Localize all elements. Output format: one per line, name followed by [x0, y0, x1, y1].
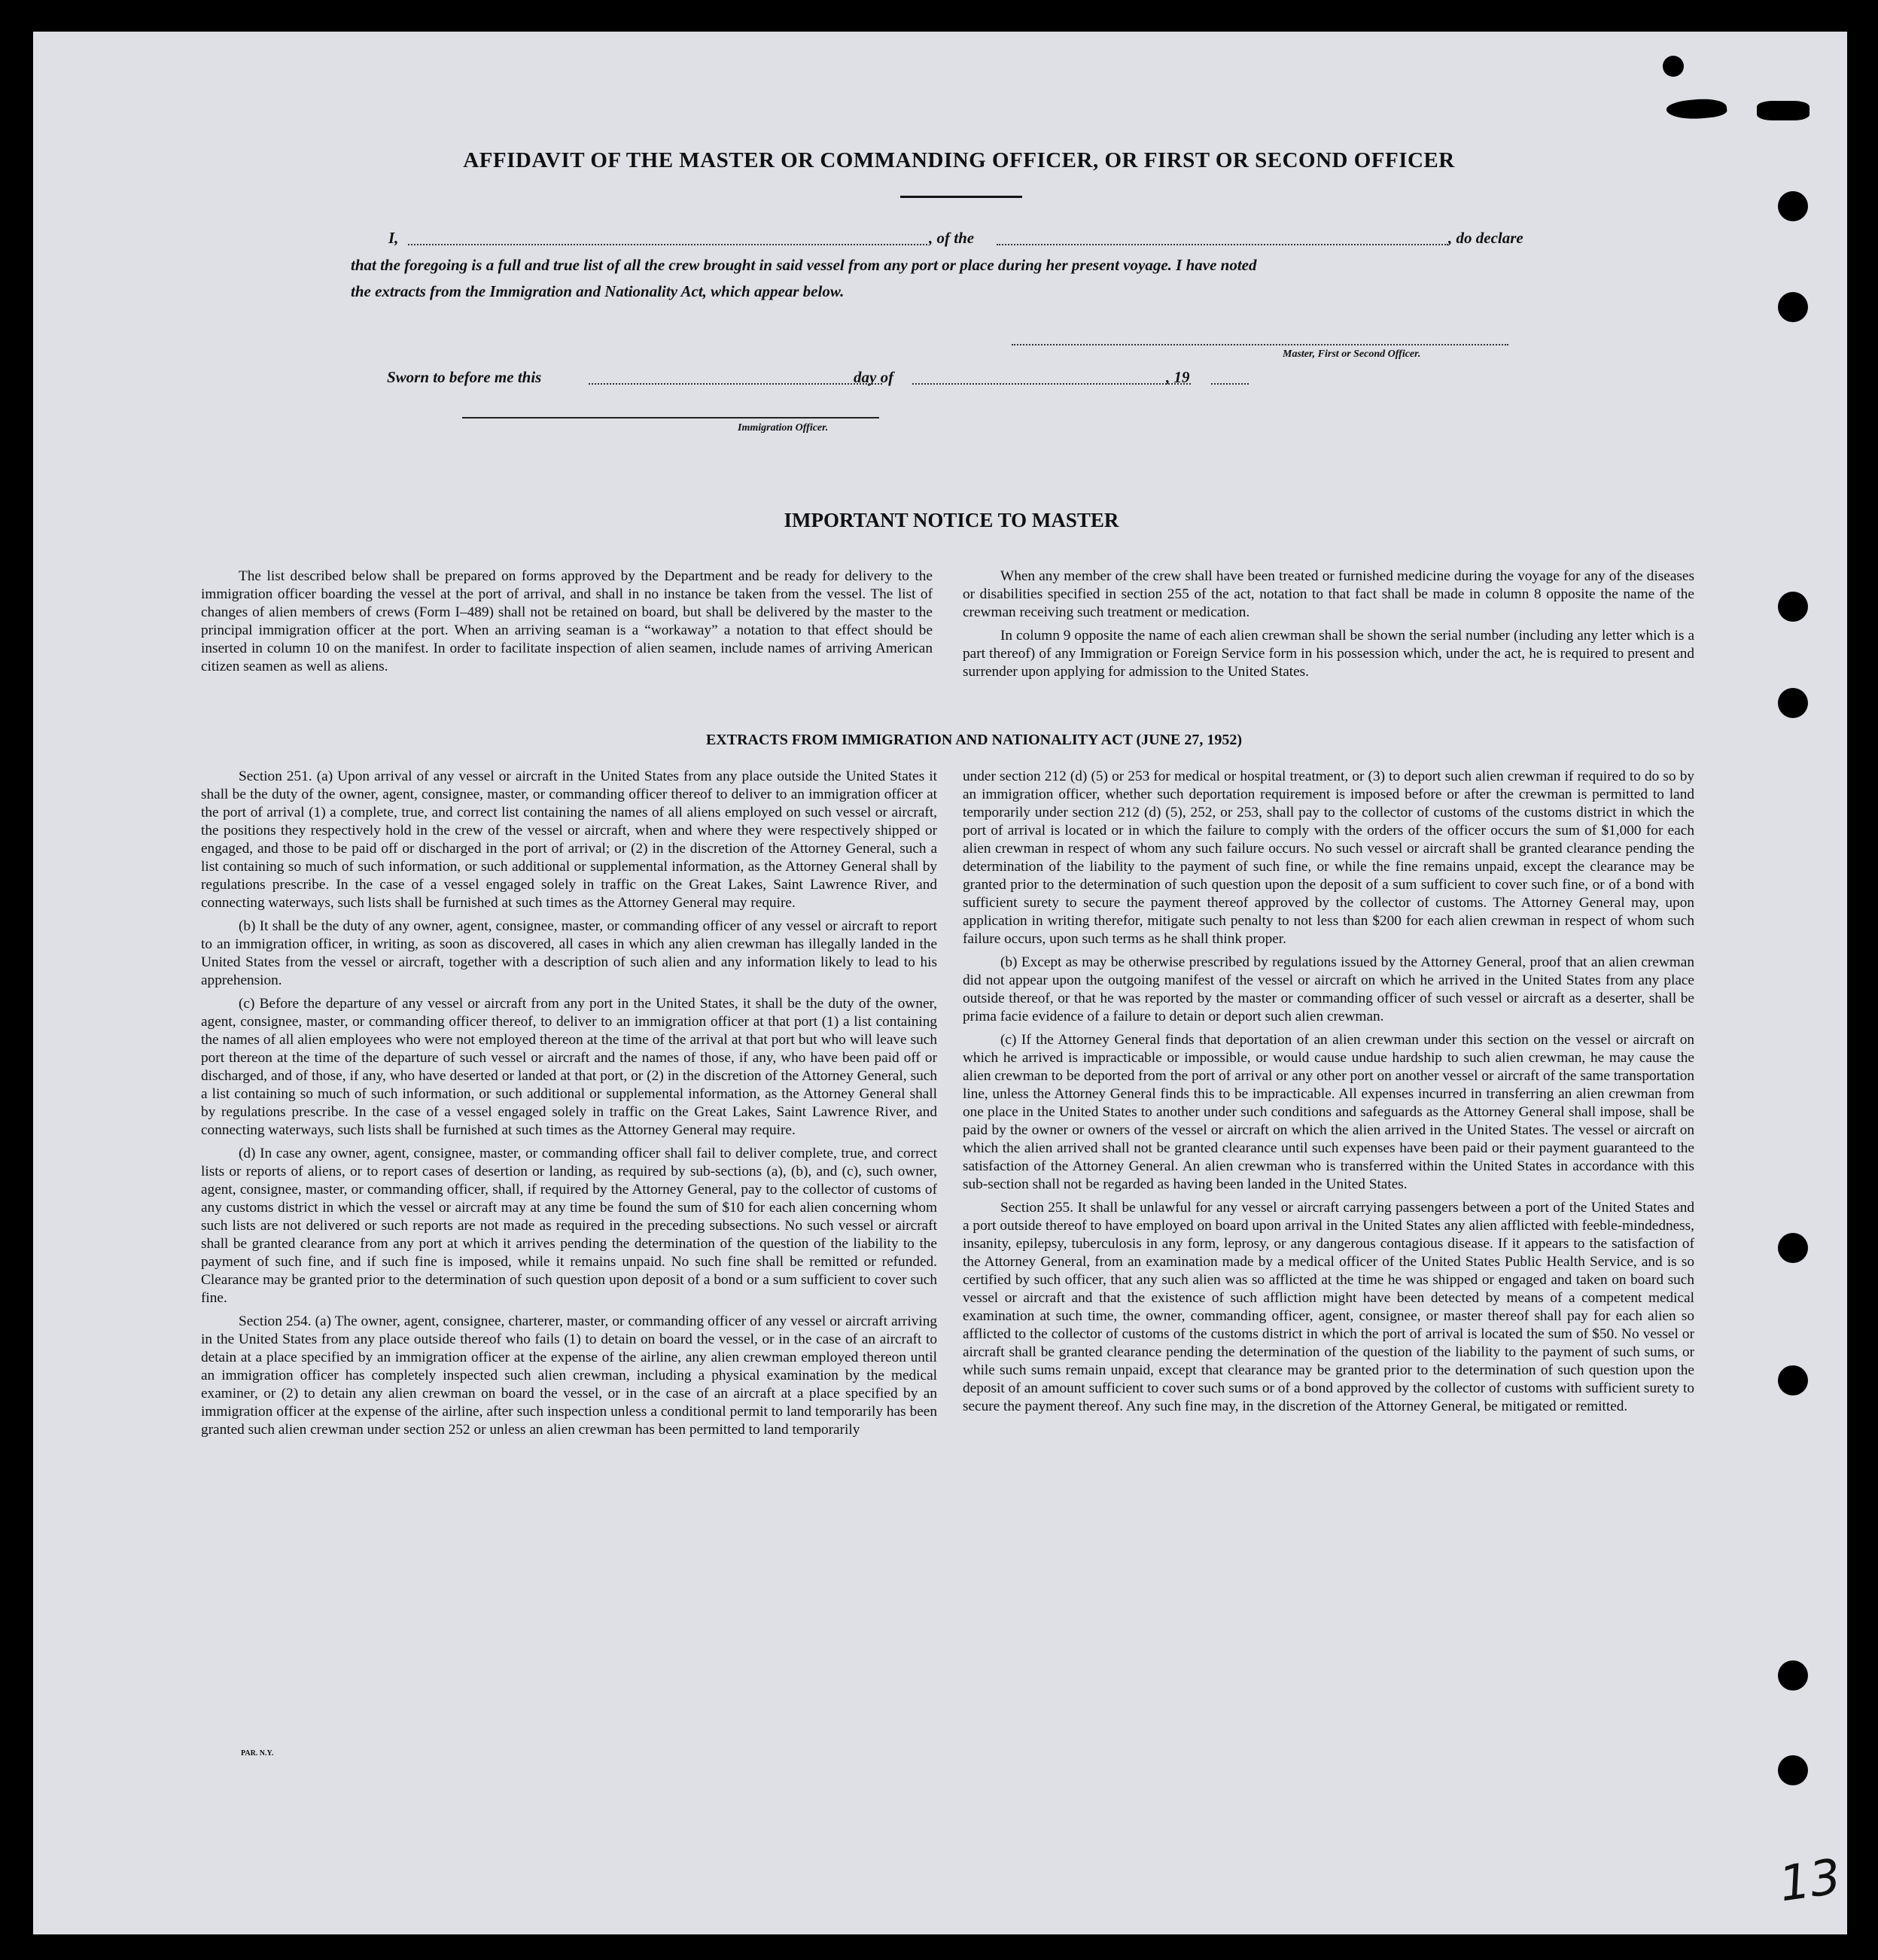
affidavit-title: AFFIDAVIT OF THE MASTER OR COMMANDING OFFICER, OR FIRST OR SECOND OFFICER — [463, 148, 1455, 172]
vessel-name-field[interactable] — [997, 244, 1448, 245]
day-of-label: day of — [854, 368, 894, 386]
officer-signature-caption: Immigration Officer. — [738, 422, 829, 434]
officer-signature-field[interactable] — [462, 417, 879, 418]
printer-mark: PAR. N.Y. — [241, 1749, 274, 1758]
punch-hole — [1778, 191, 1808, 221]
punch-hole — [1778, 1233, 1808, 1263]
document-page — [33, 32, 1847, 1934]
declare-i-label: I, — [388, 229, 399, 247]
notice-paragraph: The list described below shall be prepared on forms approved by the Department and be ready for delivery to the immigration officer boarding the vessel at the port of arrival, and shall in no instance be taken from the vessel. The list of changes of alien members of crews (Form I–489) shall not be retained on board, but shall be delivered by the master to the principal immigration officer at the port. When an arriving seaman is a “workaway” a notation to that effect should be inserted in column 10 on the manifest. In order to facilitate inspection of alien seamen, include names of arriving American citizen seamen as well as aliens. — [201, 568, 933, 674]
sworn-year-field[interactable] — [1211, 383, 1249, 385]
sworn-month-field[interactable] — [912, 383, 1191, 385]
act-paragraph: (d) In case any owner, agent, consignee, master, or commanding officer shall fail to deliver complete, true, and correct lists or reports of aliens, or to report cases of desertion or landing, as required by sub-sections (a), (b), and (c), such owner, agent, consignee, master, or commanding officer, shall, if required by the Attorney General, pay to the collector of customs of any customs district in which the vessel or aircraft may at any time be found the sum of $10 for each alien concerning whom such lists are not delivered or such reports are not made as required in the preceding subsections. No such vessel or aircraft shall be granted clearance from any port at which it arrives pending the determination of the question of the liability to the payment of such fine, and if such fine is imposed, while it remains unpaid. No such fine shall be remitted or refunded. Clearance may be granted prior to the determination of such question upon deposit of a bond or a sum sufficient to cover such fine. — [201, 1146, 937, 1306]
notice-paragraph: In column 9 opposite the name of each alien crewman shall be shown the serial number (including any letter which is a part thereof) of any Immigration or Foreign Service form in his possession which, under the act, he is required to present and surrender upon applying for admission to the United States. — [963, 628, 1694, 680]
title-underline — [900, 196, 1022, 198]
statement-line-2: the extracts from the Immigration and Nationality Act, which appear below. — [351, 282, 845, 300]
notice-title: IMPORTANT NOTICE TO MASTER — [784, 509, 1119, 531]
act-paragraph: (b) Except as may be otherwise prescribed by regulations issued by the Attorney General, proof that an alien crewman did not appear upon the outgoing manifest of the vessel or aircraft on which he arrived in the United States from any place outside thereof, or that he was reported by the master or commanding officer of such vessel or aircraft as a deserter, shall be prima facie evidence of a failure to detain or deport such alien crewman. — [963, 954, 1694, 1024]
binder-clip-mark — [1757, 101, 1810, 120]
statement-line-1: that the foregoing is a full and true list of all the crew brought in said vessel from any port or place during her present voyage. I have noted — [351, 256, 1257, 274]
master-signature-caption: Master, First or Second Officer. — [1283, 348, 1421, 360]
act-paragraph: (c) If the Attorney General finds that deportation of an alien crewman under this section on the vessel or aircraft on which he arrived is impracticable or impossible, or would cause undue hardship to such alien crewman, he may cause the alien crewman to be deported from the port of arrival or any other port on another vessel or aircraft of the same transportation line, unless the Attorney General finds this to be impracticable. All expenses incurred in transferring an alien crewman from one place in the United States to another under such conditions and safeguards as the Attorney General shall impose, shall be paid by the owner or owners of the vessel or aircraft on which the alien arrived in the United States. The vessel or aircraft on which the alien arrived shall not be granted clearance until such expenses have been paid or their payment guaranteed to the satisfaction of the Attorney General. An alien crewman who is transferred within the United States in accordance with this sub-section shall not be regarded as having been landed in the United States. — [963, 1032, 1694, 1192]
sworn-label: Sworn to before me this — [387, 368, 542, 386]
punch-hole — [1778, 1755, 1808, 1785]
binder-clip-mark — [1666, 96, 1727, 122]
declare-of-the-label: , of the — [929, 229, 975, 247]
punch-hole — [1778, 1660, 1808, 1691]
handwritten-page-number: 13 — [1776, 1849, 1845, 1913]
act-paragraph: under section 212 (d) (5) or 253 for medical or hospital treatment, or (3) to deport such alien crewman if required to do so by an immigration officer, whether such deportation requirement is imposed before or after the crewman is permitted to land temporarily under section 212 (d) (5), 252, or 253, shall pay to the collector of customs of the customs district in which the port of arrival is located or in which the failure to comply with the orders of the officer occurs the sum of $1,000 for each alien crewman in respect of whom any such failure occurs. No such vessel or aircraft shall be granted clearance pending the determination of the liability to the payment of such fine, or while the fine remains unpaid, except the clearance may be granted prior to the determination of such question upon the deposit of a sum sufficient to cover such fine, or of a bond with sufficient surety to secure the payment thereof approved by the collector of customs. The Attorney General may, upon application in writing therefor, mitigate such penalty to not less than $200 for each alien crewman in respect of whom such failure occurs, upon such terms as he shall think proper. — [963, 768, 1694, 947]
notice-paragraph: When any member of the crew shall have been treated or furnished medicine during the voyage for any of the diseases or disabilities specified in section 255 of the act, notation to that fact shall be made in column 8 opposite the name of the crewman receiving such treatment or medication. — [963, 568, 1694, 620]
punch-hole — [1778, 592, 1808, 622]
declare-label: , do declare — [1448, 229, 1523, 247]
notice-right-column — [963, 568, 1694, 681]
extracts-left-column — [201, 768, 937, 1439]
act-paragraph: Section 255. It shall be unlawful for any vessel or aircraft carrying passengers between a port of the United States and a port outside thereof to have employed on board upon arrival in the United States any alien afflicted with feeble-mindedness, insanity, epilepsy, tuberculosis in any form, leprosy, or any dangerous contagious disease. If it appears to the satisfaction of the Attorney General, from an examination made by a medical officer of the United States Public Health Service, and is so certified by such officer, that any such alien was so afflicted at the time he was shipped or engaged and taken on board such vessel or aircraft and that the existence of such affliction might have been detected by means of a competent medical examination at such time, the owner, commanding officer, agent, consignee, or master thereof shall pay for each alien so afflicted to the collector of customs of the customs district in which the port of arrival is located the sum of $50. No vessel or aircraft shall be granted clearance pending the determination of the question of the liability to the payment of such sums, or while such sums remain unpaid, except that clearance may be granted prior to the determination of such question upon the deposit of an amount sufficient to cover such sums or of a bond approved by the collector of customs with sufficient surety to secure the payment thereof. Any such fine may, in the discretion of the Attorney General, be mitigated or remitted. — [963, 1200, 1694, 1414]
act-paragraph: (c) Before the departure of any vessel or aircraft from any port in the United States, it shall be the duty of the owner, agent, consignee, master, or commanding officer thereof, to deliver to an immigration officer at that port (1) a list containing the names of all alien employees who were not employed thereon at the time of the arrival at that port but who will leave such port thereon at the time of the departure of such vessel or aircraft and the names of those, if any, who have been paid off or discharged, and of those, if any, who have deserted or landed at that port, or (2) in the discretion of the Attorney General, such a list containing so much of such information, or such additional or supplemental information, as the Attorney General shall by regulations prescribe. In the case of a vessel engaged solely in traffic on the Great Lakes, Saint Lawrence River, and connecting waterways, such lists shall be furnished at such times as the Attorney General may require. — [201, 996, 937, 1138]
declarant-name-field[interactable] — [408, 244, 927, 245]
sworn-day-field[interactable] — [589, 383, 882, 385]
act-paragraph: Section 251. (a) Upon arrival of any vessel or aircraft in the United States from any place outside the United States it shall be the duty of the owner, agent, consignee, master, or commanding officer thereof to deliver to an immigration officer at the port of arrival (1) a complete, true, and correct list containing the names of all aliens employed on such vessel or aircraft, the positions they respectively hold in the crew of the vessel or aircraft, when and where they were respectively shipped or engaged, and those to be paid off or discharged in the port of arrival; or (2) in the discretion of the Attorney General, such a list containing so much of such information, or such additional or supplemental information, as the Attorney General shall by regulations prescribe. In the case of a vessel engaged solely in traffic on the Great Lakes, Saint Lawrence River, and connecting waterways, such lists shall be furnished at such times as the Attorney General may require. — [201, 768, 937, 911]
extracts-title: EXTRACTS FROM IMMIGRATION AND NATIONALITY ACT (JUNE 27, 1952) — [705, 732, 1243, 748]
punch-hole — [1778, 292, 1808, 322]
master-signature-field[interactable] — [1012, 344, 1508, 345]
year-label: , 19 — [1166, 368, 1190, 386]
punch-hole — [1663, 56, 1684, 77]
act-paragraph: Section 254. (a) The owner, agent, consignee, charterer, master, or commanding officer of any vessel or aircraft arriving in the United States from any place outside thereof who fails (1) to detain on board the vessel, or in the case of an aircraft to detain at a place specified by an immigration officer at the expense of the airline, any alien crewman employed thereon until an immigration officer has completely inspected such alien crewman, including a physical examination by the medical examiner, or (2) to detain any alien crewman on board the vessel, or in the case of an aircraft at a place specified by an immigration officer at the expense of the airline, after such inspection unless a conditional permit to land temporarily has been granted such alien crewman under section 252 or unless an alien crewman has been permitted to land temporarily — [201, 1313, 937, 1438]
notice-left-column — [201, 568, 933, 676]
punch-hole — [1778, 1365, 1808, 1395]
punch-hole — [1778, 688, 1808, 718]
extracts-right-column — [963, 768, 1694, 1416]
act-paragraph: (b) It shall be the duty of any owner, agent, consignee, master, or commanding officer of any vessel or aircraft to report to an immigration officer, in writing, as soon as discovered, all cases in which any alien crewman has illegally landed in the United States from the vessel or aircraft, together with a description of such alien and any information likely to lead to his apprehension. — [201, 918, 937, 988]
